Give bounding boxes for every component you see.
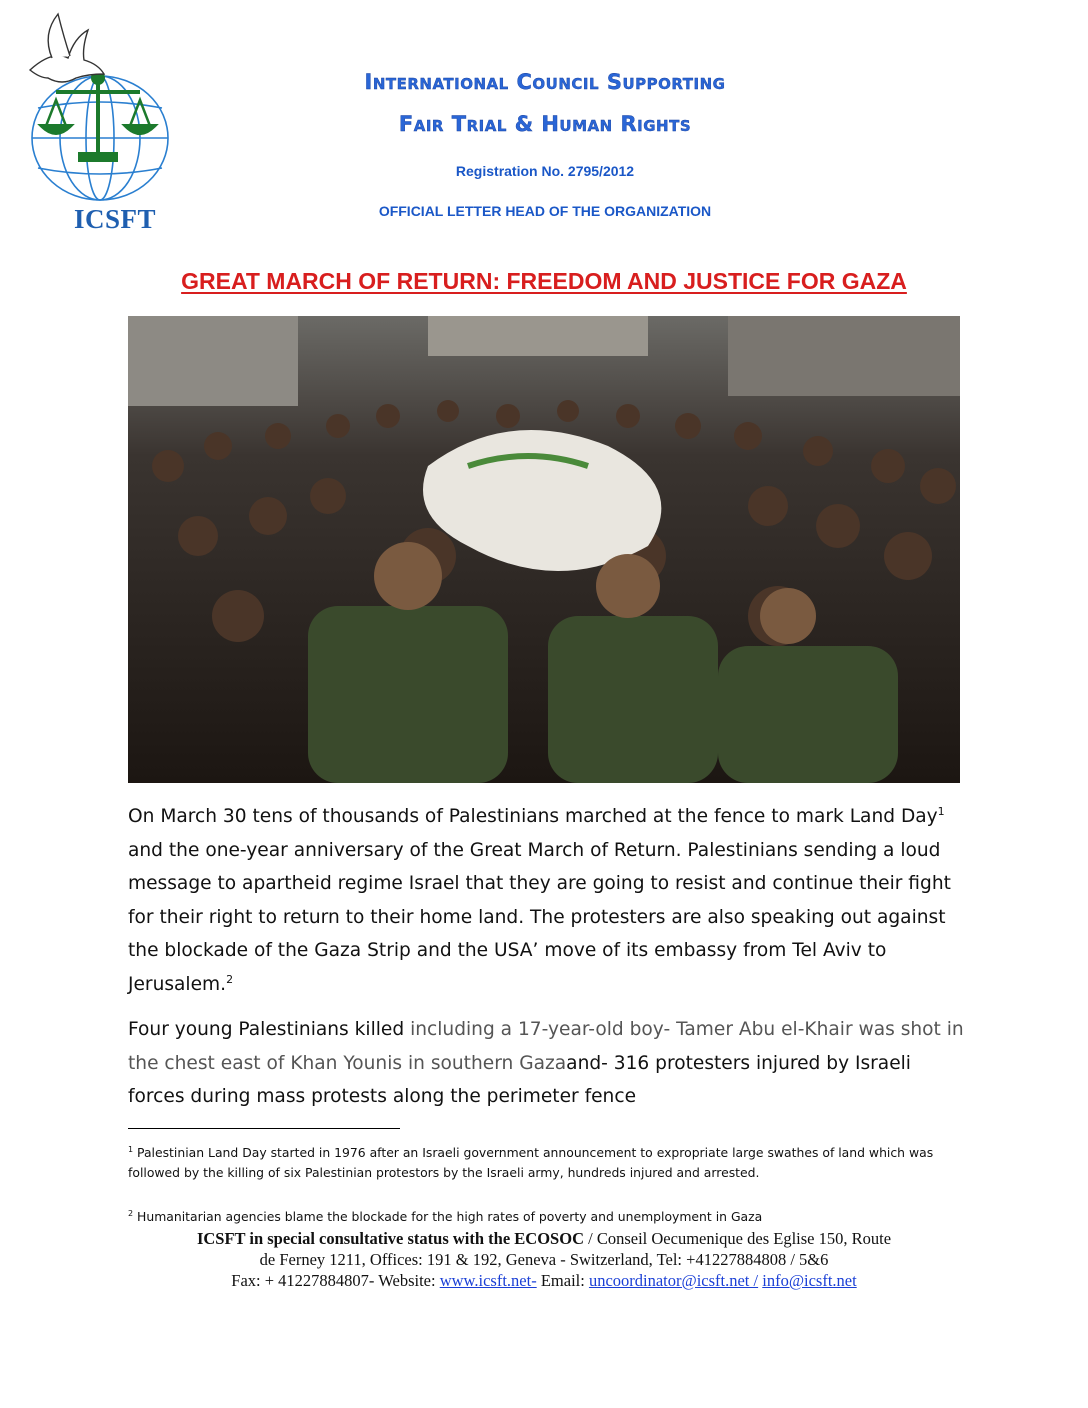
crowd-photo: [128, 316, 960, 783]
footnote-text: Palestinian Land Day started in 1976 after an Israeli government announcement to expropriate large swathes of land which was followed by the killing of six Palestinian protestors by the Israeli army, hundreds injured and arrested.: [128, 1145, 934, 1180]
footer-fax: Fax: + 41227884807- Website:: [231, 1271, 440, 1290]
footer-line-2: de Ferney 1211, Offices: 191 & 192, Geneva - Switzerland, Tel: +41227884808 / 5&6: [259, 1250, 829, 1269]
website-link[interactable]: www.icsft.net-: [439, 1271, 537, 1290]
paragraph-text: and the one-year anniversary of the Great March of Return. Palestinians sending a loud message to apartheid regime Israel that they are going to resist and continue their fight for their right to return to their home land. The protesters are also speaking out against the blockade of the Gaza Strip and the USA’ move of its embassy from Tel Aviv to Jerusalem.: [128, 839, 951, 995]
organization-logo: [22, 8, 182, 233]
footnote-ref-2[interactable]: 2: [226, 972, 234, 986]
paragraph-quote-text: including a 17-year-old boy- Tamer Abu el-Khair was shot in the chest east of Khan Younis in southern Gaza: [128, 1019, 964, 1074]
footnote-1: [128, 1143, 964, 1183]
footnote-2: [128, 1207, 964, 1227]
page-footer: [120, 1228, 968, 1291]
footer-address: / Conseil Oecumenique des Eglise 150, Route: [584, 1229, 892, 1248]
logo-text: ICSFT: [74, 204, 157, 234]
footer-line-1: [120, 1228, 968, 1249]
footer-line-3: [120, 1270, 968, 1291]
email-link-2[interactable]: info@icsft.net: [762, 1271, 857, 1290]
footnote-text: Humanitarian agencies blame the blockade for the high rates of poverty and unemployment in Gaza: [133, 1209, 763, 1224]
body-paragraph-2: [128, 1013, 968, 1114]
footnote-ref-1[interactable]: 1: [937, 804, 945, 818]
footer-status: ICSFT in special consultative status with the ECOSOC: [196, 1229, 584, 1248]
paragraph-text: Four young Palestinians killed: [128, 1019, 411, 1040]
email-link-1[interactable]: uncoordinator@icsft.net /: [588, 1271, 759, 1290]
dove-scales-globe-icon: [22, 8, 182, 233]
organization-name-line2: Fair Trial & Human Rights: [398, 112, 692, 136]
footnote-number: 2: [128, 1208, 134, 1218]
organization-name-line1: International Council Supporting: [364, 70, 726, 94]
paragraph-text: and- 316 protesters injured by Israeli forces during mass protests along the perimeter fence: [128, 1052, 911, 1107]
footnote-divider: [128, 1128, 400, 1129]
body-paragraph-1: [128, 800, 968, 1001]
paragraph-text: On March 30 tens of thousands of Palestinians marched at the fence to mark Land Day: [128, 806, 938, 827]
footnote-number: 1: [128, 1144, 134, 1154]
email-label: Email:: [536, 1271, 589, 1290]
letterhead-label: OFFICIAL LETTER HEAD OF THE ORGANIZATION: [378, 203, 712, 219]
registration-number: Registration No. 2795/2012: [455, 163, 635, 179]
document-title: GREAT MARCH OF RETURN: FREEDOM AND JUSTICE FOR GAZA: [181, 268, 907, 294]
